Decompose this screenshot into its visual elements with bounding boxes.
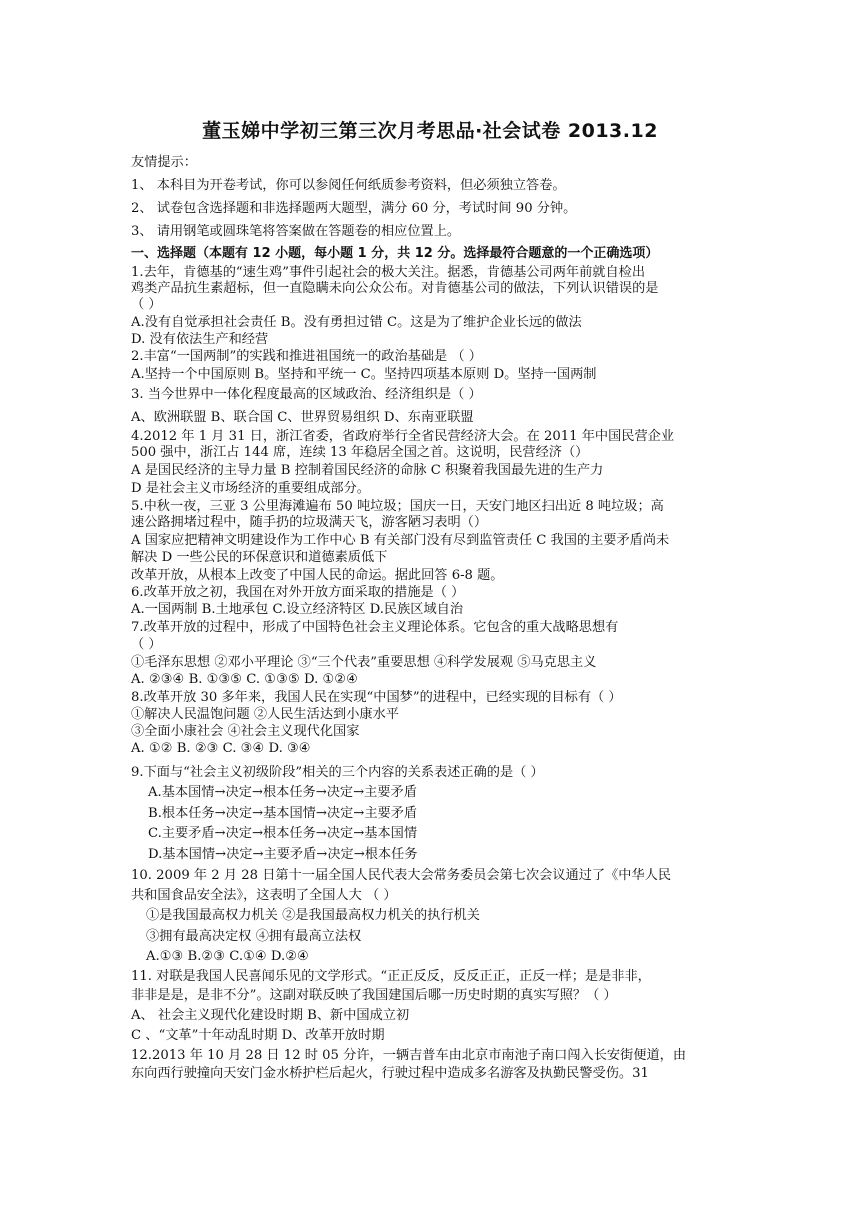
tip-1: 1、 本科目为开卷考试，你可以参阅任何纸质参考资料，但必须独立答卷。 (131, 178, 566, 193)
q9-option-d: D.基本国情→决定→主要矛盾→决定→根本任务 (148, 847, 418, 862)
q1-options: A.没有自觉承担社会责任 B。没有勇担过错 C。这是为了维护企业长远的做法 (131, 315, 582, 330)
q6-options: A.一国两制 B.土地承包 C.设立经济特区 D.民族区域自治 (131, 602, 464, 617)
tips-heading: 友情提示： (131, 155, 197, 170)
q6-stem: 6.改革开放之初，我国在对外开放方面采取的措施是（ ） (131, 585, 465, 600)
q9-option-a: A.基本国情→决定→根本任务→决定→主要矛盾 (148, 785, 417, 800)
q12-line: 东向西行驶撞向天安门金水桥护栏后起火，行驶过程中造成多名游客及执勤民警受伤。31 (131, 1066, 649, 1081)
q9-stem: 9.下面与“社会主义初级阶段”相关的三个内容的关系表述正确的是（ ） (131, 765, 544, 780)
q4-line: 500 强中，浙江占 144 席，连续 13 年稳居全国之首。这说明，民营经济（） (131, 445, 589, 460)
q11-options: A、 社会主义现代化建设时期 B、新中国成立初 (131, 1008, 410, 1023)
q9-option-b: B.根本任务→决定→基本国情→决定→主要矛盾 (148, 806, 418, 821)
section-heading: 一、选择题（本题有 12 小题，每小题 1 分，共 12 分。选择最符合题意的一个正确选项） (131, 246, 659, 261)
q10-line: 共和国食品安全法》，这表明了全国人大 （ ） (131, 888, 397, 903)
q1-line: 1.去年，肯德基的“速生鸡”事件引起社会的极大关注。据悉，肯德基公司两年前就自检出 (131, 265, 645, 280)
q5-options: 解决 D 一些公民的环保意识和道德素质低下 (131, 550, 388, 565)
q7-stem: （ ） (131, 637, 162, 652)
exam-title: 董玉娣中学初三第三次月考思品·社会试卷 2013.12 (202, 120, 658, 142)
q7-stem: 7.改革开放的过程中，形成了中国特色社会主义理论体系。它包含的重大战略思想有 (131, 620, 619, 635)
q11-options: C 、“文革”十年动乱时期 D、改革开放时期 (131, 1028, 385, 1043)
q10-line: 10. 2009 年 2 月 28 日第十一届全国人民代表大会常务委员会第七次会议通过了《中华人民 (131, 868, 672, 883)
q10-options: A.①③ B.②③ C.①④ D.②④ (146, 949, 309, 964)
q5-line: 速公路拥堵过程中，随手扔的垃圾满天飞，游客陋习表明（） (131, 515, 488, 530)
q1-line: （ ） (131, 297, 162, 312)
q8-stem: 8.改革开放 30 多年来，我国人民在实现“中国梦”的进程中，已经实现的目标有（ ） (131, 690, 622, 705)
q7-options: A. ②③④ B. ①③⑤ C. ①③⑤ D. ①②④ (131, 672, 358, 687)
tip-2: 2、 试卷包含选择题和非选择题两大题型，满分 60 分，考试时间 90 分钟。 (131, 201, 577, 216)
q11-line: 非非是是，是非不分”。这副对联反映了我国建国后哪一历史时期的真实写照？（ ） (131, 988, 617, 1003)
q5-options: A 国家应把精神文明建设作为工作中心 B 有关部门没有尽到监管责任 C 我国的主要矛盾尚未 (131, 533, 670, 548)
q10-items: ①是我国最高权力机关 ②是我国最高权力机关的执行机关 (146, 908, 480, 923)
q10-items: ③拥有最高决定权 ④拥有最高立法权 (146, 929, 362, 944)
q2-options: A.坚持一个中国原则 B。坚持和平统一 C。坚持四项基本原则 D。坚持一国两制 (131, 367, 597, 382)
q8-items: ③全面小康社会 ④社会主义现代化国家 (131, 724, 360, 739)
q11-line: 11. 对联是我国人民喜闻乐见的文学形式。“正正反反，反反正正，正反一样；是是非非， (131, 969, 651, 984)
passage-intro: 改革开放，从根本上改变了中国人民的命运。据此回答 6-8 题。 (131, 568, 504, 583)
q12-line: 12.2013 年 10 月 28 日 12 时 05 分许，一辆吉普车由北京市南池子南口闯入长安街便道，由 (131, 1048, 687, 1063)
q8-items: ①解决人民温饱问题 ②人民生活达到小康水平 (131, 707, 399, 722)
q5-line: 5.中秋一夜，三亚 3 公里海滩遍布 50 吨垃圾；国庆一日，天安门地区扫出近 8 吨垃圾；高 (131, 499, 664, 514)
q3-options: A、欧洲联盟 B、联合国 C、世界贸易组织 D、东南亚联盟 (131, 410, 474, 425)
q2-stem: 2.丰富“一国两制”的实践和推进祖国统一的政治基础是 （ ） (131, 349, 482, 364)
q7-items: ①毛泽东思想 ②邓小平理论 ③“三个代表”重要思想 ④科学发展观 ⑤马克思主义 (131, 655, 597, 670)
q8-options: A. ①② B. ②③ C. ③④ D. ③④ (131, 741, 311, 756)
q1-line: 鸡类产品抗生素超标，但一直隐瞒未向公众公布。对肯德基公司的做法，下列认识错误的是 (131, 281, 659, 296)
q4-line: 4.2012 年 1 月 31 日，浙江省委，省政府举行全省民营经济大会。在 2011 年中国民营企业 (131, 429, 675, 444)
q9-option-c: C.主要矛盾→决定→根本任务→决定→基本国情 (148, 826, 418, 841)
q3-stem: 3. 当今世界中一体化程度最高的区域政治、经济组织是（ ） (131, 387, 482, 402)
q4-options: D 是社会主义市场经济的重要组成部分。 (131, 481, 370, 496)
tip-3: 3、 请用钢笔或圆珠笔将答案做在答题卷的相应位置上。 (131, 224, 461, 239)
q1-options: D. 没有依法生产和经营 (131, 332, 269, 347)
q4-options: A 是国民经济的主导力量 B 控制着国民经济的命脉 C 积聚着我国最先进的生产力 (131, 463, 604, 478)
